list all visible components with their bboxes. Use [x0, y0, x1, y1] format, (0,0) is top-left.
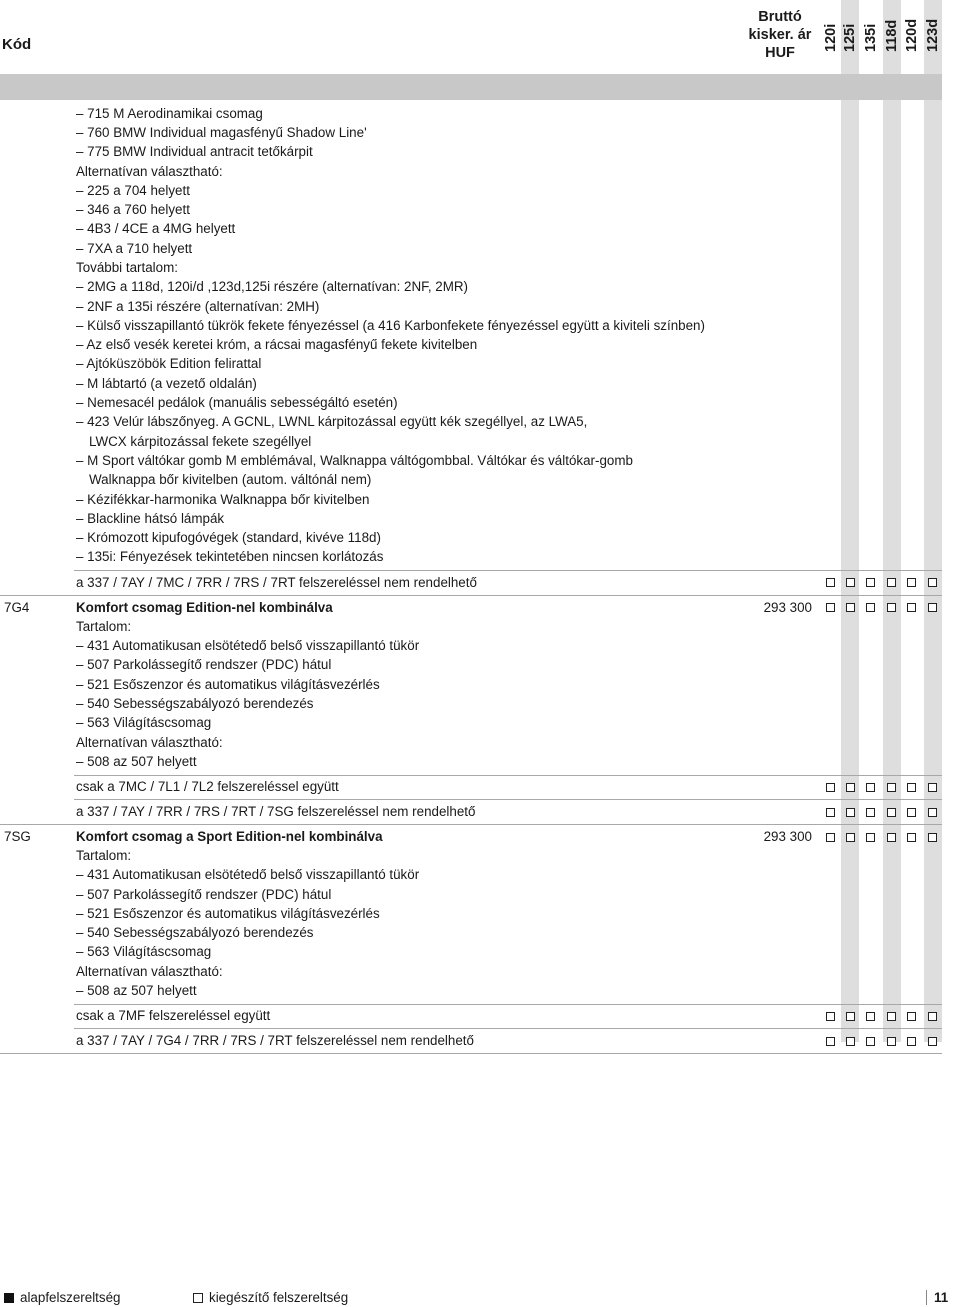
- note-line: csak a 7MC / 7L1 / 7L2 felszereléssel együtt: [76, 779, 339, 794]
- optional-marker: [887, 833, 896, 842]
- content-line: – 521 Esőszenzor és automatikus világításvezérlés: [76, 677, 380, 692]
- price-header-line: Bruttó: [758, 9, 802, 25]
- content-line: – 540 Sebességszabályozó berendezés: [76, 925, 314, 940]
- content-line: Walknappa bőr kivitelben (autom. váltónál nem): [89, 472, 372, 487]
- option-code: 7G4: [4, 600, 30, 615]
- optional-marker: [928, 1037, 937, 1046]
- optional-marker: [826, 1012, 835, 1021]
- optional-marker: [826, 578, 835, 587]
- legend-optional-label: kiegészítő felszereltség: [209, 1290, 349, 1305]
- content-line: – 225 a 704 helyett: [76, 183, 190, 198]
- optional-marker: [928, 808, 937, 817]
- content-line: Tartalom:: [76, 848, 132, 863]
- content-line: Alternatívan választható:: [76, 964, 223, 979]
- optional-marker: [846, 603, 855, 612]
- row-separator: [0, 824, 942, 825]
- optional-marker: [907, 578, 916, 587]
- content-line: – 2MG a 118d, 120i/d ,123d,125i részére (alternatívan: 2NF, 2MR): [76, 279, 469, 294]
- optional-marker: [928, 783, 937, 792]
- content-line: – 2NF a 135i részére (alternatívan: 2MH): [76, 299, 320, 314]
- optional-marker: [887, 1037, 896, 1046]
- content-line: – 521 Esőszenzor és automatikus világításvezérlés: [76, 906, 380, 921]
- optional-marker: [826, 833, 835, 842]
- optional-marker: [928, 1012, 937, 1021]
- option-code: 7SG: [4, 829, 31, 844]
- optional-marker: [866, 603, 875, 612]
- content-line: – 775 BMW Individual antracit tetőkárpit: [76, 144, 313, 159]
- content-line: – 4B3 / 4CE a 4MG helyett: [76, 221, 236, 236]
- filled-square-icon: [4, 1293, 14, 1303]
- content-line: – 540 Sebességszabályozó berendezés: [76, 696, 314, 711]
- price-header-line: kisker. ár: [748, 27, 812, 43]
- optional-marker: [866, 1037, 875, 1046]
- content-line: – 563 Világításcsomag: [76, 944, 212, 959]
- content-line: – 508 az 507 helyett: [76, 754, 197, 769]
- model-header-120i: 120i: [823, 23, 839, 52]
- content-line: Alternatívan választható:: [76, 164, 223, 179]
- content-line: – 507 Parkolássegítő rendszer (PDC) hátul: [76, 657, 332, 672]
- content-line: – 135i: Fényezések tekintetében nincsen korlátozás: [76, 549, 384, 564]
- content-line: – 563 Világításcsomag: [76, 715, 212, 730]
- note-line: csak a 7MF felszereléssel együtt: [76, 1008, 271, 1023]
- optional-marker: [887, 808, 896, 817]
- model-header-123d: 123d: [925, 18, 941, 52]
- optional-marker: [887, 578, 896, 587]
- optional-marker: [866, 833, 875, 842]
- optional-marker: [887, 603, 896, 612]
- content-line: LWCX kárpitozással fekete szegéllyel: [89, 434, 312, 449]
- content-line: – 7XA a 710 helyett: [76, 241, 193, 256]
- content-line: – 715 M Aerodinamikai csomag: [76, 106, 263, 121]
- content-line: – Ajtóküszöbök Edition felirattal: [76, 356, 262, 371]
- optional-marker: [846, 833, 855, 842]
- optional-marker: [846, 808, 855, 817]
- content-line: – Nemesacél pedálok (manuális sebességáltó esetén): [76, 395, 398, 410]
- content-line: – Külső visszapillantó tükrök fekete fényezéssel (a 416 Karbonfekete fényezéssel együtt a kiviteli színben): [76, 318, 705, 333]
- content-line: – 431 Automatikusan elsötétedő belső visszapillantó tükör: [76, 638, 420, 653]
- content-line: – 508 az 507 helyett: [76, 983, 197, 998]
- content-line: – Blackline hátsó lámpák: [76, 511, 225, 526]
- content-line: Tartalom:: [76, 619, 132, 634]
- page-number-divider: [926, 1290, 927, 1305]
- content-line: – Krómozott kipufogóvégek (standard, kivéve 118d): [76, 530, 381, 545]
- row-separator: [0, 595, 942, 596]
- model-header-120d: 120d: [904, 18, 920, 52]
- optional-marker: [866, 783, 875, 792]
- optional-marker: [846, 783, 855, 792]
- optional-marker: [907, 1012, 916, 1021]
- optional-marker: [866, 1012, 875, 1021]
- optional-marker: [907, 808, 916, 817]
- optional-marker: [846, 1037, 855, 1046]
- optional-marker: [928, 603, 937, 612]
- row-separator: [74, 799, 942, 800]
- price-header-line: HUF: [765, 45, 795, 61]
- option-price: 293 300: [763, 600, 812, 615]
- optional-marker: [826, 783, 835, 792]
- row-separator: [74, 1004, 942, 1005]
- note-line: a 337 / 7AY / 7RR / 7RS / 7RT / 7SG felszereléssel nem rendelhető: [76, 804, 476, 819]
- option-title: Komfort csomag Edition-nel kombinálva: [76, 600, 333, 615]
- content-line: – Az első vesék keretei króm, a rácsai magasfényű fekete kivitelben: [76, 337, 478, 352]
- content-line: – 760 BMW Individual magasfényű Shadow Line': [76, 125, 367, 140]
- row-separator: [74, 1028, 942, 1029]
- page-number: 11: [934, 1290, 949, 1305]
- content-line: – 431 Automatikusan elsötétedő belső visszapillantó tükör: [76, 867, 420, 882]
- content-line: További tartalom:: [76, 260, 178, 275]
- optional-marker: [887, 783, 896, 792]
- note-line: a 337 / 7AY / 7G4 / 7RR / 7RS / 7RT felszereléssel nem rendelhető: [76, 1033, 474, 1048]
- model-header-125i: 125i: [842, 23, 858, 52]
- option-price: 293 300: [763, 829, 812, 844]
- content-line: – 423 Velúr lábszőnyeg. A GCNL, LWNL kárpitozással együtt kék szegéllyel, az LWA5,: [76, 414, 588, 429]
- legend-optional: [193, 1290, 348, 1306]
- optional-marker: [907, 833, 916, 842]
- optional-marker: [846, 578, 855, 587]
- optional-marker: [846, 1012, 855, 1021]
- row-separator: [74, 775, 942, 776]
- optional-marker: [866, 578, 875, 587]
- option-title: Komfort csomag a Sport Edition-nel kombinálva: [76, 829, 383, 844]
- optional-marker: [826, 603, 835, 612]
- legend-standard-label: alapfelszereltség: [20, 1290, 121, 1305]
- content-line: – M Sport váltókar gomb M emblémával, Walknappa váltógombbal. Váltókar és váltókar-gomb: [76, 453, 633, 468]
- optional-marker: [928, 833, 937, 842]
- content-line: – M lábtartó (a vezető oldalán): [76, 376, 257, 391]
- content-line: – 346 a 760 helyett: [76, 202, 190, 217]
- optional-marker: [907, 603, 916, 612]
- note-line: a 337 / 7AY / 7MC / 7RR / 7RS / 7RT felszereléssel nem rendelhető: [76, 575, 477, 590]
- optional-marker: [826, 1037, 835, 1046]
- optional-marker: [907, 783, 916, 792]
- model-header-118d: 118d: [884, 19, 900, 52]
- content-line: – 507 Parkolássegítő rendszer (PDC) hátul: [76, 887, 332, 902]
- optional-marker: [887, 1012, 896, 1021]
- optional-marker: [866, 808, 875, 817]
- legend-standard: [4, 1290, 121, 1306]
- content-line: Alternatívan választható:: [76, 735, 223, 750]
- row-separator: [0, 1053, 942, 1054]
- model-header-135i: 135i: [863, 23, 879, 52]
- content-line: – Kézifékkar-harmonika Walknappa bőr kivitelben: [76, 492, 370, 507]
- code-column-header: Kód: [2, 36, 32, 53]
- row-separator: [74, 570, 942, 571]
- optional-marker: [826, 808, 835, 817]
- optional-marker: [928, 578, 937, 587]
- empty-square-icon: [193, 1293, 203, 1303]
- optional-marker: [907, 1037, 916, 1046]
